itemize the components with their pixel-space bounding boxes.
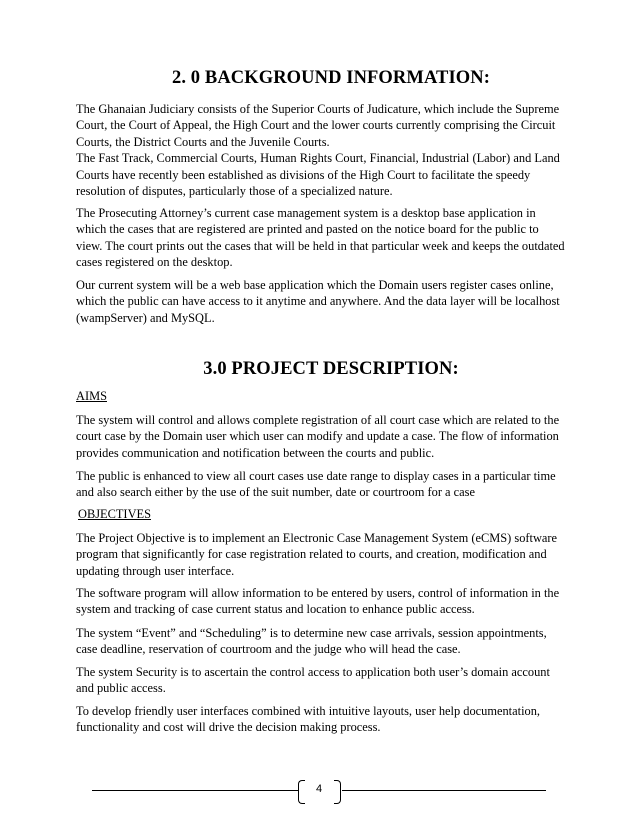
section-3-heading: 3.0 PROJECT DESCRIPTION: — [203, 359, 459, 379]
aims-paragraph-1 — [76, 412, 566, 461]
background-paragraph-4 — [76, 277, 566, 326]
background-text-3: The Prosecuting Attorney’s current case management system is a desktop base application in which the cases that are registered are printed and pasted on the notice board for the public to view. The court prints out the cases that will be held in that particular week and keeps the outdated cases registered on the desktop. — [76, 206, 565, 270]
background-text-1: The Ghanaian Judiciary consists of the Superior Courts of Judicature, which include the Supreme Court, the Court of Appeal, the High Court and the lower courts currently comprising the Circuit Courts, the District Courts and the Juvenile Courts. — [76, 102, 560, 149]
objectives-text-5: To develop friendly user interfaces combined with intuitive layouts, user help documentation, functionality and cost will drive the decision making process. — [76, 704, 541, 735]
objectives-paragraph-5 — [76, 703, 566, 736]
background-paragraph-1 — [76, 101, 566, 199]
footer-bracket-left — [298, 780, 305, 804]
background-text-4: Our current system will be a web base application which the Domain users register cases online, which the public can have access to it anytime and anywhere. And the data layer will be localhost (wampServer) and MySQL. — [76, 278, 560, 325]
objectives-text-1: The Project Objective is to implement an Electronic Case Management System (eCMS) software program that significantly for case registration related to courts, and creation, modification and updating through user interface. — [76, 531, 558, 578]
section-2-heading: 2. 0 BACKGROUND INFORMATION: — [172, 68, 490, 88]
aims-text-1: The system will control and allows complete registration of all court case which are related to the court case by the Domain user which user can modify and update a case. The flow of information provides communication and notification between the courts and public. — [76, 413, 560, 460]
aims-paragraph-2 — [76, 468, 566, 501]
objectives-paragraph-3 — [76, 625, 566, 658]
background-paragraph-3 — [76, 205, 566, 271]
page-number: 4 — [315, 783, 323, 795]
objectives-paragraph-4 — [76, 664, 566, 697]
objectives-paragraph-1 — [76, 530, 566, 579]
footer-rule-right — [342, 790, 546, 791]
objectives-label: OBJECTIVES — [78, 507, 151, 521]
aims-text-2: The public is enhanced to view all court cases use date range to display cases in a particular time and also search either by the use of the suit number, date or courtroom for a case — [76, 469, 556, 500]
aims-label: AIMS — [76, 389, 107, 403]
objectives-text-3: The system “Event” and “Scheduling” is to determine new case arrivals, session appointments, case deadline, reservation of courtroom and the judge who will head the case. — [76, 626, 547, 657]
background-text-2: The Fast Track, Commercial Courts, Human Rights Court, Financial, Industrial (Labor) and Land Courts have recently been established as divisions of the High Court to facilitate the speedy resolution of disputes, particularly those of a specialized nature. — [76, 151, 560, 199]
objectives-text-4: The system Security is to ascertain the control access to application both user’s domain account and public access. — [76, 665, 550, 696]
objectives-text-2: The software program will allow information to be entered by users, control of information in the system and tracking of case current status and location to enhance public access. — [76, 586, 560, 617]
footer-rule-left — [92, 790, 298, 791]
footer-bracket-right — [334, 780, 341, 804]
objectives-paragraph-2 — [76, 585, 566, 618]
